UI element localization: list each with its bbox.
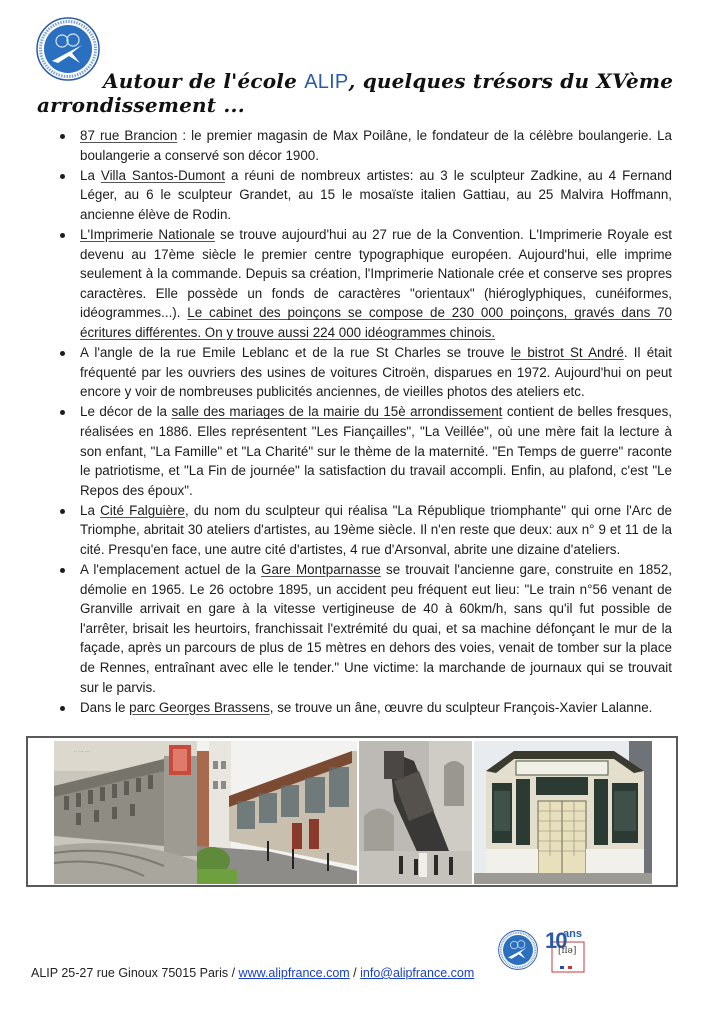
item-text: se trouve aujourd'hui au 27 rue de la Convention. L'Imprimerie Royale est devenu au 17ème siècle le premier centre typographique européen. Aujourd'hui, elle imprime seulement à la commande. Depuis sa création, l'Imprimerie Nationale crée et conserve ses propres caractères. Elle possède un fonds de caractères "orientaux" (hiéroglyphiques, cunéiformes, idéogrammes...). <box>80 226 673 321</box>
bullet-icon <box>60 568 65 573</box>
bullet-icon <box>60 134 65 139</box>
svg-text:·· ··· ···: ·· ··· ··· <box>74 750 90 755</box>
item-prefix: Dans le <box>80 699 130 715</box>
title-text-1: Autour de l'école <box>103 69 305 93</box>
title-brand: ALIP <box>304 71 349 93</box>
badge-label: [flə] <box>558 946 577 956</box>
item-prefix: Le décor de la <box>80 404 172 420</box>
email-link[interactable]: info@alipfrance.com <box>360 966 475 980</box>
imprimerie-nationale-postcard-photo <box>54 741 197 884</box>
item-prefix: La <box>80 167 101 183</box>
photo-strip <box>26 736 678 887</box>
page-title <box>37 70 677 117</box>
bullet-icon <box>60 706 65 711</box>
item-link[interactable]: Gare Montparnasse <box>261 562 381 578</box>
bistrot-st-andre-photo <box>474 741 652 884</box>
title-text-2: , quelques trésors du XVème <box>348 69 674 93</box>
footer-contact <box>31 966 474 980</box>
footer-separator: / <box>349 966 361 980</box>
bullet-icon <box>60 174 65 179</box>
item-link[interactable]: Villa Santos-Dumont <box>100 167 225 183</box>
title-line-2: arrondissement ... <box>37 93 245 117</box>
item-text: , du nom du sculpteur qui réalisa "La République triomphante" qui orne l'Arc de Triomphe, abritait 30 ateliers d'artistes, au 19ème siècle. Il n'en reste que deux: aux n° 9 et 11 de la cité. Presqu'en face, une autre cité d'artistes, 4 rue d'Arsonval, abrite une dizaine d'ateliers. <box>80 502 672 557</box>
list-item <box>58 501 672 560</box>
montparnasse-train-wreck-photo <box>359 741 472 884</box>
list-item <box>58 560 672 697</box>
bullet-icon <box>60 410 65 415</box>
item-link[interactable]: 87 rue Brancion <box>80 128 178 143</box>
bullet-icon <box>60 233 65 238</box>
list-item <box>58 698 672 718</box>
item-text: , se trouve un âne, œuvre du sculpteur François-Xavier Lalanne. <box>269 699 653 715</box>
website-link[interactable]: www.alipfrance.com <box>238 966 350 980</box>
list-item <box>58 402 672 500</box>
item-link[interactable]: Cité Falguière <box>100 502 185 518</box>
badge-number: 10 <box>545 928 566 953</box>
item-link[interactable]: parc Georges Brassens <box>129 699 270 715</box>
ten-years-fle-badge <box>545 928 585 974</box>
item-text: : le premier magasin de Max Poilâne, le fondateur de la célèbre boulangerie. La boulangerie a conservé son décor 1900. <box>80 128 672 163</box>
item-text: se trouvait l'ancienne gare, construite en 1852, démolie en 1965. Le 26 octobre 1895, un accident peu fréquent eut lieu: "Le train n°56 venant de Granville arrivait en gare à la vitesse vertigineuse de 40 à 60km/h, sans qu'il fut possible de l'arrêter, brisait les heurtoirs, franchissait l'extrémité du quai, et sa machine défonçant le mur de la façade, après un parcours de plus de 15 mètres en dehors des voies, venait de tomber sur la place de Rennes, entraînant avec elle le tender." Une victime: la marchande de journaux qui se trouvait sur le parvis. <box>80 562 672 695</box>
item-link[interactable]: L'Imprimerie Nationale <box>80 226 215 242</box>
item-text: contient de belles fresques, réalisées en 1886. Elles représentent "Les Fiançailles", "La Veillée", où une mère fait la lecture à son enfant, "La Famille" et "La Charité" sur le thème de la maternité. "En Temps de guerre" raconte le patriotisme, et "La Fin de journée" la satisfaction du travail accompli. Enfin, au plafond, c'est "Le Repos des époux". <box>80 404 672 498</box>
footer-address: ALIP 25-27 rue Ginoux 75015 Paris / <box>31 966 239 980</box>
item-prefix: A l'angle de la rue Emile Leblanc et de la rue St Charles se trouve <box>80 345 511 361</box>
treasures-list <box>58 126 672 718</box>
list-item <box>58 166 672 225</box>
badge-text: ans <box>563 928 582 940</box>
item-prefix: La <box>80 502 101 518</box>
bullet-icon <box>60 509 65 514</box>
list-item <box>58 343 672 402</box>
alip-footer-logo-icon <box>498 930 538 970</box>
cite-falguiere-ateliers-photo <box>197 741 357 884</box>
item-text: a réuni de nombreux artistes: au 3 le sculpteur Zadkine, au 4 Fernand Léger, au 6 le sculpteur Grandet, au 15 le mosaïste italien Gattiau, au 25 Malvira Hoffmann, ancienne élève de Rodin. <box>80 167 672 222</box>
item-link[interactable]: salle des mariages de la mairie du 15è arrondissement <box>171 404 503 420</box>
item-prefix: A l'emplacement actuel de la <box>80 562 262 578</box>
bullet-icon <box>60 351 65 356</box>
item-link-2[interactable]: Le cabinet des poinçons se compose de 230 000 poinçons, gravés dans 70 écritures différentes. On y trouve aussi 224 000 idéogrammes chinois. <box>80 305 672 340</box>
item-link[interactable]: le bistrot St André <box>510 345 624 361</box>
list-item <box>58 225 672 343</box>
list-item <box>58 126 672 165</box>
item-text: . Il était fréquenté par les ouvriers des usines de voitures Citroën, disparues en 1972. Aujourd'hui on peut encore y voir de nombreuses publicités anciennes, de vieilles photos des ateliers etc. <box>80 345 673 400</box>
